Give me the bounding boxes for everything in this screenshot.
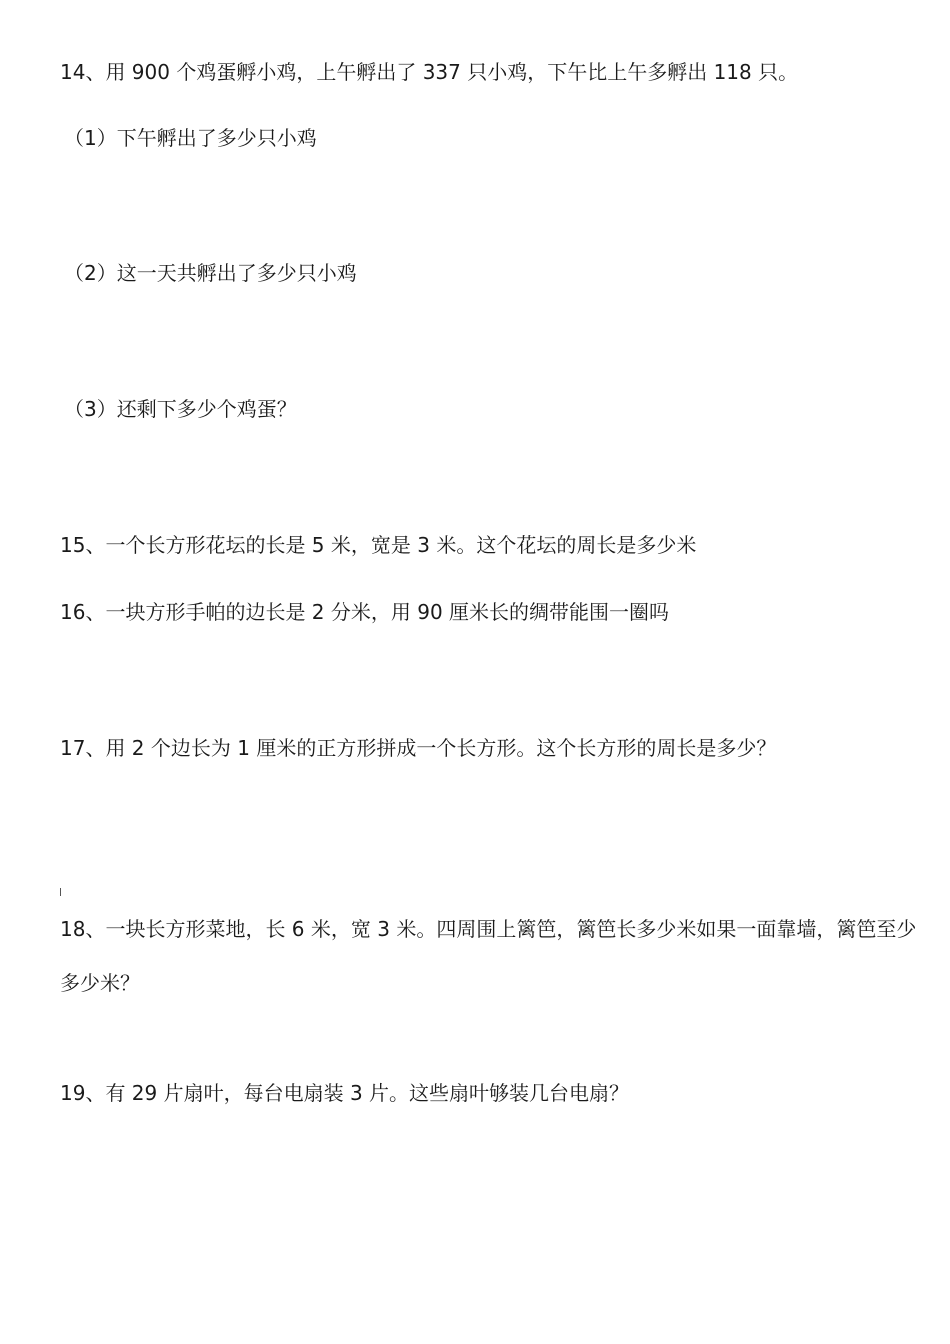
question-17: 17、用 2 个边长为 1 厘米的正方形拼成一个长方形。这个长方形的周长是多少？	[60, 736, 777, 760]
question-14-part-1: （1）下午孵出了多少只小鸡	[64, 126, 317, 150]
cursor-mark	[60, 888, 61, 896]
question-14: 14、用 900 个鸡蛋孵小鸡，上午孵出了 337 只小鸡，下午比上午多孵出 118 只。	[60, 60, 799, 84]
question-19: 19、有 29 片扇叶，每台电扇装 3 片。这些扇叶够装几台电扇？	[60, 1081, 630, 1105]
question-15: 15、一个长方形花坛的长是 5 米，宽是 3 米。这个花坛的周长是多少米	[60, 533, 697, 557]
question-16: 16、一块方形手帕的边长是 2 分米，用 90 厘米长的绸带能围一圈吗	[60, 600, 670, 624]
question-14-part-3: （3）还剩下多少个鸡蛋？	[64, 397, 297, 421]
question-18: 18、一块长方形菜地，长 6 米，宽 3 米。四周围上篱笆，篱笆长多少米如果一面靠墙，篱笆至少多少米？	[60, 917, 917, 995]
question-14-part-2: （2）这一天共孵出了多少只小鸡	[64, 261, 357, 285]
